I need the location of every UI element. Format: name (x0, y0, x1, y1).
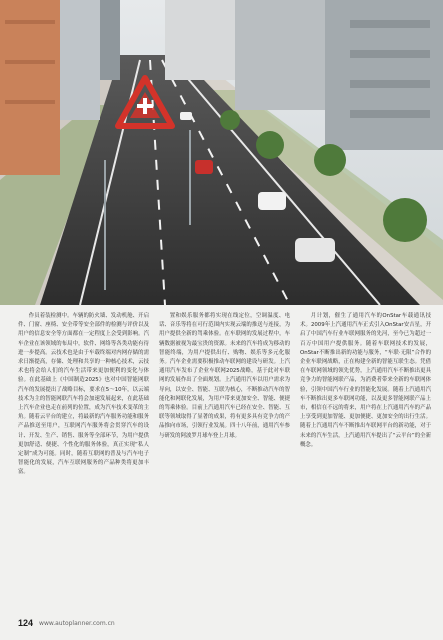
article-column-3 (300, 312, 431, 612)
suv (295, 238, 335, 262)
red-car (195, 160, 213, 174)
article-column-1 (18, 312, 149, 612)
page-number: 124 (18, 618, 34, 628)
article-body (18, 312, 431, 612)
page-footer (18, 618, 431, 628)
white-car (258, 192, 286, 210)
column-2-text: 置和娱乐服务都将实现在线定位，空调温度、电话、音乐等将在可行范围内实现云端的推送与连接，为用户提供全新的驾乘体验。在车联网的发展过程中，车辆数据被视为最宝贵的资源。未来的汽车将成为移动的智能终端，为用户提供出行、购物、娱乐等多元化服务。汽车企业需要积极推动车联网的建设与研发。上汽通用汽车发布了企业车联网2025战略，基于此对车联网的发展作出了全面规划。上汽通用汽车以用户需求为导向，以安全、智能、互联为核心，不断推动汽车的智能化和网联化发展，为用户带来更加安全、智能、便捷的驾乘体验。目前上汽通用汽车已经在安全、智能、互联等领域取得了显著的成果，将有更多具有竞争力的产品推向市场，引领行业发展。四十八年前，通用汽车参与研发的阿波罗月球车登上月球。 (159, 313, 290, 439)
column-3-text: 月计划，催生了通用汽车的OnStar车载通讯技术。2009年上汽通用汽车正式引入OnStar安吉星，开启了中国汽车行业车联网服务的先河，至今已为超过一百万中国用户提供服务。随着车联网技术的发展，OnStar不断推出新的功能与服务，“车联·无限”合作的企业车联网战略，正在构建全新的智能互联生态。凭借在车联网领域的领先优势，上汽通用汽车不断推出更具竞争力的智能网联产品，为消费者带来全新的车联网体验，引领中国汽车行业的智能化发展。随着上汽通用汽车不断推出更多车联网功能，以及更多智能网联产品上市，相信在不远的将来，用户将在上汽通用汽车的产品上享受到更加智能、更加便捷、更加安全的出行生活。随着上汽通用汽车不断推出车联网平台的新功能，对于未来的汽车生活，上汽通用汽车提出了“云平台”的全新概念。 (300, 313, 431, 448)
hero-illustration (0, 0, 443, 305)
distant-car (180, 112, 192, 120)
column-1-text: 作员着装检测中。车辆的防火墙、发动机舱、开启件、门窗、座椅、安全带等安全部件的检测与评价以及用户的信息安全等方面都在一定程度上会受到影响。汽车企业在该领域的布局中，软件、网络等各类功能有待进一步提高。云技术也是由于车载终端对内网存储的需求日渐提高，存储、处理和共享的一种核心技术，云技术也将会给人们的汽车生活带来更加便利的变化与体验。在此基础上《中国制造2025》也对中国智能网联汽车的发展提出了战略目标，要求在5～10年，以云端技术为主的智能网联汽车将会加速发展起来，在此基础上汽车企业也走在前列的位置，成为汽车技术变革的主角。随着云平台的建立，将最新的汽车服务功能和服务产品推送至用户，互联网汽车服务将会贯穿汽车的设计、开发、生产、销售、服务等全部环节，为用户提供更加舒适、便捷、个性化的服务体验，真正实现“私人定制”成为可能。同时，随着互联网的普及与汽车电子智能化的发展，汽车互联网服务的产品种类将更加丰富。 (18, 313, 149, 476)
article-column-2 (159, 312, 290, 612)
footer-url: www.autoplanner.com.cn (39, 619, 115, 627)
